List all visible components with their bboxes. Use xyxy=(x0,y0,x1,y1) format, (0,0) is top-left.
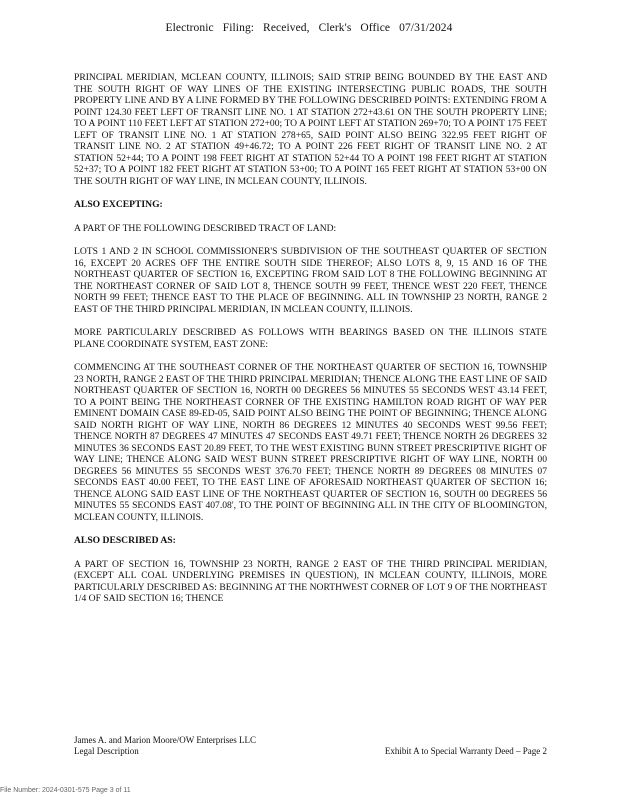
footer-party-names: James A. and Marion Moore/OW Enterprises LLC xyxy=(74,735,257,745)
file-number: File Number: 2024-0301-575 Page 3 of 11 xyxy=(0,787,131,794)
footer-left xyxy=(74,735,256,757)
paragraph: MORE PARTICULARLY DESCRIBED AS FOLLOWS WITH BEARINGS BASED ON THE ILLINOIS STATE PLANE COORDINATE SYSTEM, EAST ZONE: xyxy=(74,327,547,350)
paragraph: LOTS 1 AND 2 IN SCHOOL COMMISSIONER'S SUBDIVISION OF THE SOUTHEAST QUARTER OF SECTION 16, EXCEPT 20 ACRES OFF THE ENTIRE SOUTH SIDE THEREOF; ALSO LOTS 8, 9, 15 AND 16 OF THE NORTHEAST QUARTER OF SECTION 16, EXCEPTING FROM SAID LOT 8 THE FOLLOWING BEGINNING AT THE NORTHEAST CORNER OF SAID LOT 8, THENCE SOUTH 99 FEET, THENCE WEST 220 FEET, THENCE NORTH 99 FEET; THENCE EAST TO THE PLACE OF BEGINNING. ALL IN TOWNSHIP 23 NORTH, RANGE 2 EAST OF THE THIRD PRINCIPAL MERIDIAN, IN MCLEAN COUNTY, ILLINOIS. xyxy=(74,246,547,315)
paragraph: COMMENCING AT THE SOUTHEAST CORNER OF THE NORTHEAST QUARTER OF SECTION 16, TOWNSHIP 23 NORTH, RANGE 2 EAST OF THE THIRD PRINCIPAL MERIDIAN; THENCE ALONG THE EAST LINE OF SAID NORTHEAST QUARTER OF SECTION 16, NORTH 00 DEGREES 56 MINUTES 55 SECONDS WEST 43.14 FEET, TO A POINT BEING THE NORTHEAST CORNER OF THE EXISTING HAMILTON ROAD RIGHT OF WAY PER EMINENT DOMAIN CASE 89-ED-05, SAID POINT ALSO BEING THE POINT OF BEGINNING; THENCE ALONG SAID NORTH RIGHT OF WAY LINE, NORTH 86 DEGREES 12 MINUTES 40 SECONDS WEST 99.56 FEET; THENCE NORTH 87 DEGREES 47 MINUTES 47 SECONDS EAST 49.71 FEET; THENCE NORTH 26 DEGREES 32 MINUTES 36 SECONDS EAST 20.89 FEET, TO THE WEST EXISTING BUNN STREET PRESCRIPTIVE RIGHT OF WAY LINE; THENCE ALONG SAID WEST BUNN STREET PRESCRIPTIVE RIGHT OF WAY LINE, NORTH 00 DEGREES 56 MINUTES 55 SECONDS WEST 376.70 FEET; THENCE NORTH 89 DEGREES 08 MINUTES 07 SECONDS EAST 40.00 FEET, TO THE EAST LINE OF AFORESAID NORTHEAST QUARTER OF SECTION 16; THENCE ALONG SAID EAST LINE OF THE NORTHEAST QUARTER OF SECTION 16, SOUTH 00 DEGREES 56 MINUTES 55 SECONDS EAST 407.08', TO THE POINT OF BEGINNING ALL IN THE CITY OF BLOOMINGTON, MCLEAN COUNTY, ILLINOIS. xyxy=(74,362,547,523)
legal-description-body xyxy=(74,72,547,617)
section-heading: ALSO DESCRIBED AS: xyxy=(74,535,176,546)
section-heading: ALSO EXCEPTING: xyxy=(74,199,163,210)
filing-stamp: Electronic Filing: Received, Clerk's Office 07/31/2024 xyxy=(165,22,453,34)
footer-exhibit-page: Exhibit A to Special Warranty Deed – Page 2 xyxy=(384,746,547,756)
paragraph: A PART OF THE FOLLOWING DESCRIBED TRACT OF LAND: xyxy=(74,222,337,234)
footer-doc-type: Legal Description xyxy=(74,746,139,756)
paragraph: A PART OF SECTION 16, TOWNSHIP 23 NORTH, RANGE 2 EAST OF THE THIRD PRINCIPAL MERIDIAN, (EXCEPT ALL COAL UNDERLYING PREMISES IN QUESTION), IN MCLEAN COUNTY, ILLINOIS, MORE PARTICULARLY DESCRIBED AS: BEGINNING AT THE NORTHWEST CORNER OF LOT 9 OF THE NORTHEAST 1/4 OF SAID SECTION 16; THENCE xyxy=(74,558,547,604)
paragraph: PRINCIPAL MERIDIAN, MCLEAN COUNTY, ILLINOIS; SAID STRIP BEING BOUNDED BY THE EAST AND THE SOUTH RIGHT OF WAY LINES OF THE EXISTING INTERSECTING PUBLIC ROADS, THE SOUTH PROPERTY LINE AND BY A LINE FORMED BY THE FOLLOWING DESCRIBED POINTS: EXTENDING FROM A POINT 124.30 FEET LEFT OF TRANSIT LINE NO. 1 AT STATION 272+43.61 ON THE SOUTH PROPERTY LINE; TO A POINT 110 FEET LEFT AT STATION 272+00; TO A POINT LEFT AT STATION 269+70; TO A POINT 175 FEET LEFT OF TRANSIT LINE NO. 1 AT STATION 278+65, SAID POINT ALSO BEING 322.95 FEET RIGHT OF TRANSIT LINE NO. 2 AT STATION 49+46.72; TO A POINT 226 FEET RIGHT OF TRANSIT LINE NO. 2 AT STATION 52+44; TO A POINT 198 FEET RIGHT AT STATION 52+44 TO A POINT 198 FEET RIGHT AT STATION 52+37; TO A POINT 182 FEET RIGHT AT STATION 53+00; TO A POINT 165 FEET RIGHT AT STATION 53+00 ON THE SOUTH RIGHT OF WAY LINE, IN MCLEAN COUNTY, ILLINOIS. xyxy=(74,72,547,187)
